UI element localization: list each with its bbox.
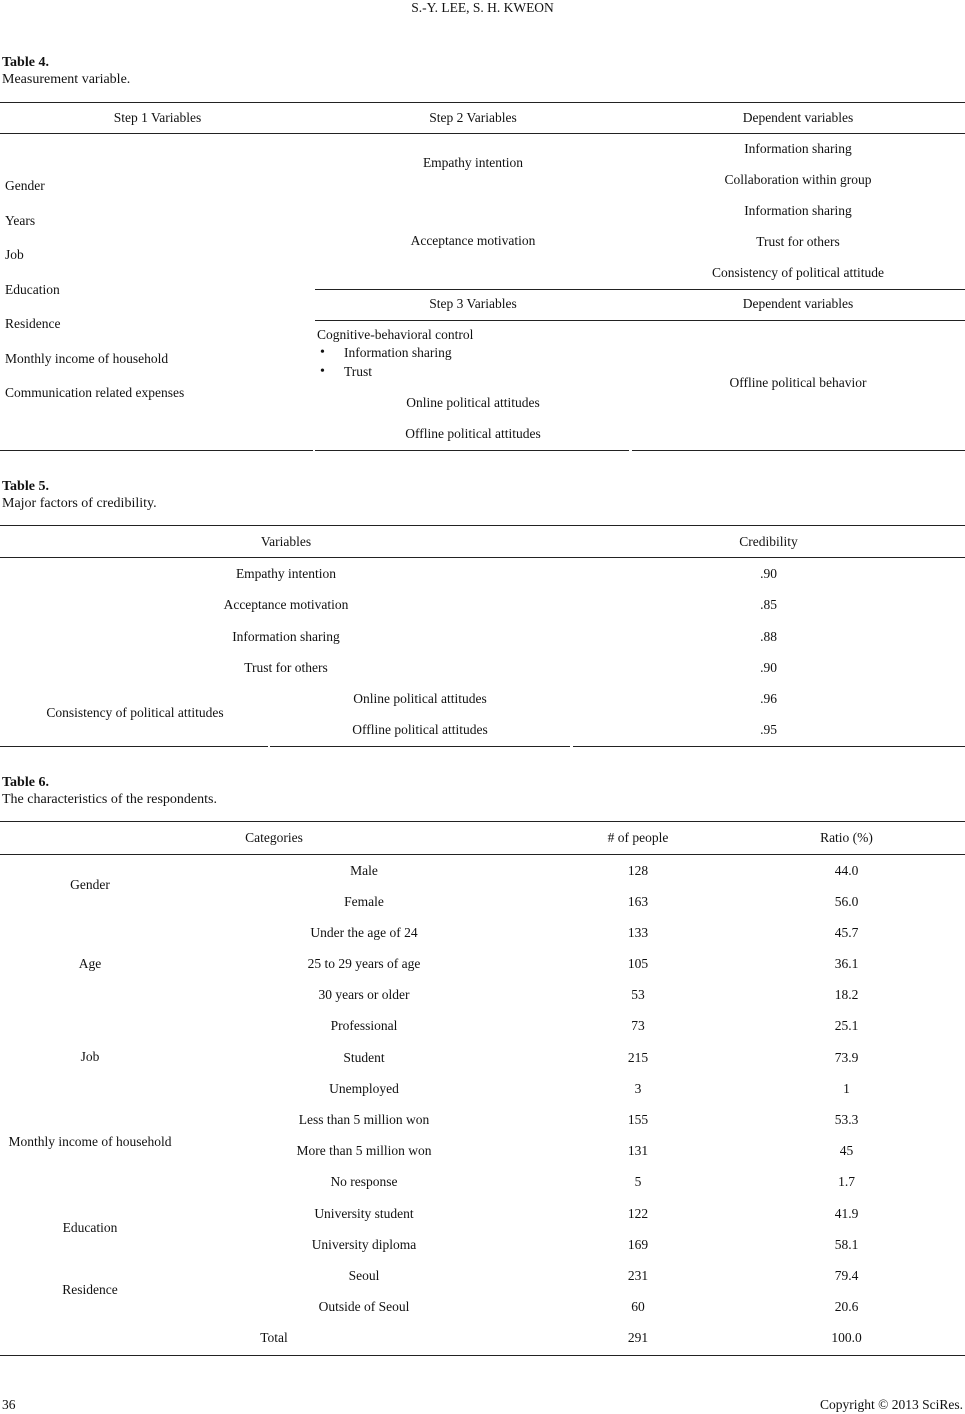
t6-category: No response	[330, 1174, 398, 1189]
t6-people: 131	[627, 1143, 649, 1158]
t4-dependent-item: Information sharing	[744, 141, 852, 156]
t5-variable: Trust for others	[244, 660, 328, 675]
t6-people: 53	[631, 987, 645, 1002]
t6-ratio: 56.0	[834, 894, 859, 909]
t4-acceptance-motivation: Acceptance motivation	[410, 233, 536, 248]
t6-ratio: 1.7	[838, 1174, 855, 1189]
t4-step1-item: Years	[5, 213, 36, 228]
t5-credibility: .85	[760, 597, 777, 612]
t6-ratio: 73.9	[834, 1050, 859, 1065]
t4-header-dependent-2: Dependent variables	[742, 296, 854, 311]
t6-category: More than 5 million won	[296, 1143, 432, 1158]
t5-header-variables: Variables	[260, 534, 312, 549]
t4-empathy-intention: Empathy intention	[422, 155, 524, 170]
t6-category: Professional	[330, 1018, 398, 1033]
running-header: S.-Y. LEE, S. H. KWEON	[411, 0, 554, 15]
t6-ratio: 36.1	[834, 956, 859, 971]
t4-step1-item: Communication related expenses	[5, 385, 185, 400]
t6-category: University student	[314, 1206, 414, 1221]
t6-category: Unemployed	[329, 1081, 399, 1096]
t6-people: 60	[631, 1299, 645, 1314]
t5-subvariable: Offline political attitudes	[352, 722, 488, 737]
table-6-caption: The characteristics of the respondents.	[2, 792, 217, 807]
t6-people: 105	[627, 956, 649, 971]
t5-credibility: .95	[760, 722, 777, 737]
table-5-label: Table 5.	[2, 479, 49, 494]
t6-ratio: 79.4	[834, 1268, 859, 1283]
t6-ratio: 44.0	[834, 863, 859, 878]
t5-consistency: Consistency of political attitudes	[46, 705, 224, 720]
t4-header-dependent: Dependent variables	[742, 110, 854, 125]
t5-credibility: .96	[760, 691, 777, 706]
t6-ratio: 53.3	[834, 1112, 859, 1127]
t6-category: Outside of Seoul	[318, 1299, 410, 1314]
t6-people: 155	[627, 1112, 649, 1127]
t6-ratio: 45	[839, 1143, 854, 1158]
t6-category: Student	[343, 1050, 385, 1065]
t6-header-ratio: Ratio (%)	[820, 830, 873, 845]
t5-credibility: .90	[760, 660, 777, 675]
t6-category: Under the age of 24	[310, 925, 418, 940]
t4-step1-item: Education	[5, 282, 60, 297]
t6-people: 122	[627, 1206, 649, 1221]
t6-category: Seoul	[348, 1268, 380, 1283]
t6-category: Female	[344, 894, 384, 909]
t6-category: 30 years or older	[318, 987, 410, 1002]
t6-header-categories: Categories	[245, 830, 303, 845]
t6-ratio: 18.2	[834, 987, 859, 1002]
t6-category: 25 to 29 years of age	[307, 956, 421, 971]
t5-variable: Acceptance motivation	[223, 597, 349, 612]
t4-dependent-item: Information sharing	[744, 203, 852, 218]
t6-people: 163	[627, 894, 649, 909]
t6-category: University diploma	[311, 1237, 417, 1252]
t4-header-step2: Step 2 Variables	[429, 110, 517, 125]
t6-group: Age	[78, 956, 102, 971]
t4-step1-item: Job	[5, 247, 24, 262]
t6-ratio: 58.1	[834, 1237, 859, 1252]
t5-header-credibility: Credibility	[739, 534, 798, 549]
t4-dependent-item: Trust for others	[756, 234, 840, 249]
t6-ratio: 20.6	[834, 1299, 859, 1314]
t4-step1-item: Monthly income of household	[5, 351, 169, 366]
t6-group: Gender	[70, 877, 110, 892]
t6-people: 128	[627, 863, 649, 878]
t5-variable: Empathy intention	[235, 566, 337, 581]
t6-people: 3	[634, 1081, 642, 1096]
table-4-label: Table 4.	[2, 55, 49, 70]
page-number: 36	[2, 1397, 16, 1412]
t5-variable: Information sharing	[232, 629, 340, 644]
t4-online-political-attitudes: Online political attitudes	[406, 395, 540, 410]
t6-total-people: 291	[627, 1330, 649, 1345]
table-5-caption: Major factors of credibility.	[2, 496, 157, 511]
t6-ratio: 1	[843, 1081, 850, 1096]
t6-ratio: 45.7	[834, 925, 859, 940]
t6-group: Residence	[62, 1282, 118, 1297]
t4-offline-political-behavior: Offline political behavior	[729, 375, 867, 390]
copyright: Copyright © 2013 SciRes.	[819, 1397, 963, 1412]
t6-people: 215	[627, 1050, 649, 1065]
t4-header-step1: Step 1 Variables	[113, 110, 202, 125]
t6-category: Male	[350, 863, 378, 878]
t4-step1-item: Gender	[5, 178, 45, 193]
t6-header-people: # of people	[607, 830, 669, 845]
t5-credibility: .88	[760, 629, 777, 644]
t4-offline-political-attitudes: Offline political attitudes	[405, 426, 541, 441]
t6-ratio: 41.9	[834, 1206, 859, 1221]
t4-dependent-item: Collaboration within group	[724, 172, 872, 187]
t6-people: 169	[627, 1237, 649, 1252]
t4-dependent-item: Consistency of political attitude	[711, 265, 885, 280]
t4-step1-item: Residence	[5, 316, 61, 331]
t6-people: 231	[627, 1268, 649, 1283]
t6-total-ratio: 100.0	[831, 1330, 862, 1345]
t6-people: 5	[634, 1174, 642, 1189]
t4-cog-item: • Trust	[344, 364, 372, 380]
t6-group: Job	[80, 1049, 100, 1064]
t4-cog-item: • Information sharing	[344, 345, 452, 361]
t4-header-step3: Step 3 Variables	[429, 296, 517, 311]
t5-subvariable: Online political attitudes	[353, 691, 487, 706]
t6-ratio: 25.1	[834, 1018, 859, 1033]
t6-total-label: Total	[260, 1330, 288, 1345]
t6-category: Less than 5 million won	[298, 1112, 430, 1127]
t4-cognitive-behavioral-control: Cognitive-behavioral control	[317, 327, 474, 342]
table-6-label: Table 6.	[2, 775, 49, 790]
t5-credibility: .90	[760, 566, 777, 581]
t6-people: 73	[631, 1018, 645, 1033]
table-4-caption: Measurement variable.	[2, 72, 131, 87]
t6-group: Monthly income of household	[8, 1134, 172, 1149]
t6-group: Education	[62, 1220, 118, 1235]
t6-people: 133	[627, 925, 649, 940]
